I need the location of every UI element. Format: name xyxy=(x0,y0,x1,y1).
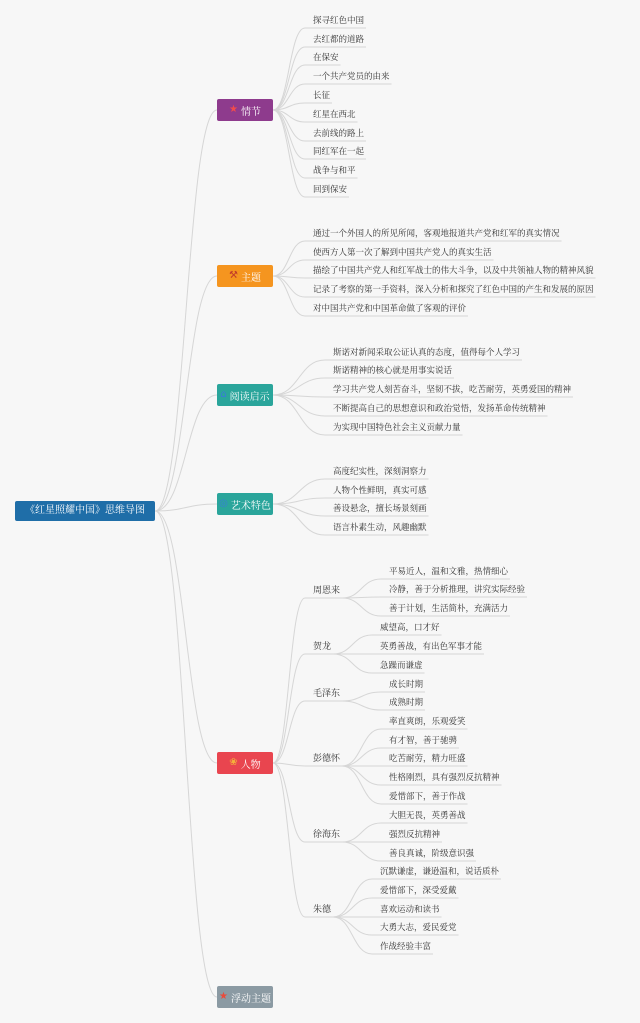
topic-art-label: 艺术特色 xyxy=(230,500,271,512)
person-trait[interactable]: 善于计划，生活简朴，充满活力 xyxy=(389,604,509,614)
connector xyxy=(155,395,217,511)
person-trait[interactable]: 平易近人，温和文雅，热情细心 xyxy=(389,567,509,577)
connector xyxy=(273,479,325,504)
connector xyxy=(342,598,381,616)
person-trait[interactable]: 喜欢运动和读书 xyxy=(380,905,440,915)
theme-item[interactable]: 记录了考察的第一手资料，深入分析和探究了红色中国的产生和发展的原因 xyxy=(313,285,594,295)
connector xyxy=(333,654,372,673)
connector xyxy=(155,511,217,763)
connector xyxy=(342,692,381,701)
plot-item[interactable]: 去前线的路上 xyxy=(313,129,365,139)
connector xyxy=(342,766,381,804)
connector xyxy=(273,276,305,297)
person-trait[interactable]: 作战经验丰富 xyxy=(380,942,432,952)
person-trait[interactable]: 性格刚烈，具有强烈反抗精神 xyxy=(389,773,500,783)
theme-item[interactable]: 使西方人第一次了解到中国共产党人的真实生活 xyxy=(313,248,492,258)
connector xyxy=(342,823,381,842)
person-trait[interactable]: 强烈反抗精神 xyxy=(389,830,441,840)
connector xyxy=(342,579,381,598)
connector xyxy=(273,504,325,516)
connector xyxy=(273,654,305,763)
connector xyxy=(273,241,305,276)
topic-theme[interactable] xyxy=(217,265,273,287)
person-name[interactable]: 毛泽东 xyxy=(313,689,341,699)
person-trait[interactable]: 善良真诚，阶级意识强 xyxy=(389,849,475,859)
art-item[interactable]: 人物个性鲜明，真实可感 xyxy=(333,486,427,496)
reading-item[interactable]: 斯诺对新闻采取公证认真的态度，值得每个人学习 xyxy=(333,348,521,358)
topic-theme-label: 主题 xyxy=(240,272,261,284)
connector xyxy=(333,917,372,935)
person-name[interactable]: 贺龙 xyxy=(313,642,332,652)
person-trait[interactable]: 威望高，口才好 xyxy=(380,623,440,633)
theme-item[interactable]: 对中国共产党和中国革命做了客观的评价 xyxy=(313,304,467,314)
connector xyxy=(273,360,325,395)
person-name[interactable]: 朱德 xyxy=(313,905,332,915)
connector xyxy=(342,766,381,785)
topic-floating-label: 浮动主题 xyxy=(230,993,271,1005)
palette-icon: ◎ xyxy=(219,498,228,509)
root-node[interactable]: 《红星照耀中国》思维导图 xyxy=(15,501,155,521)
person-trait[interactable]: 急躁而谦虚 xyxy=(380,661,423,671)
person-trait[interactable]: 吃苦耐劳，精力旺盛 xyxy=(389,754,466,764)
reading-item[interactable]: 学习共产党人刻苦奋斗，坚韧不拔，吃苦耐劳，英勇爱国的精神 xyxy=(333,385,572,395)
connector xyxy=(273,763,305,842)
plot-item[interactable]: 在保安 xyxy=(313,53,339,63)
person-trait[interactable]: 英勇善战，有出色军事才能 xyxy=(380,642,483,652)
person-name[interactable]: 徐海东 xyxy=(313,830,341,840)
plot-item[interactable]: 去红都的道路 xyxy=(313,35,365,45)
connector xyxy=(155,110,217,511)
reading-item[interactable]: 斯诺精神的核心就是用事实说话 xyxy=(333,366,453,376)
person-name[interactable]: 周恩来 xyxy=(313,586,341,596)
reading-item[interactable]: 为实现中国特色社会主义贡献力量 xyxy=(333,423,461,433)
person-trait[interactable]: 率直爽朗，乐观爱笑 xyxy=(389,717,466,727)
person-trait[interactable]: 成长时期 xyxy=(389,680,424,690)
connector xyxy=(273,504,325,535)
person-trait[interactable]: 沉默谦虚，谦逊温和，说话质朴 xyxy=(380,867,500,877)
connector xyxy=(342,842,381,861)
connector xyxy=(273,110,305,178)
topic-floating[interactable] xyxy=(217,986,273,1008)
person-trait[interactable]: 大胆无畏，英勇善战 xyxy=(389,811,466,821)
connector xyxy=(342,748,381,766)
home-icon: ⌂ xyxy=(220,389,227,400)
reading-item[interactable]: 不断提高自己的思想意识和政治觉悟，发扬革命传统精神 xyxy=(333,404,546,414)
art-item[interactable]: 语言朴素生动，风趣幽默 xyxy=(333,523,427,533)
art-item[interactable]: 高度纪实性，深刻洞察力 xyxy=(333,467,427,477)
plot-item[interactable]: 探寻红色中国 xyxy=(313,16,365,26)
art-item[interactable]: 善设悬念，擅长场景刻画 xyxy=(333,504,427,514)
connector xyxy=(333,635,372,654)
topic-reading[interactable] xyxy=(217,384,273,406)
plot-item[interactable]: 战争与和平 xyxy=(313,166,356,176)
connector xyxy=(273,110,305,141)
connector xyxy=(333,917,372,954)
topic-people-label: 人物 xyxy=(240,759,261,771)
plot-item[interactable]: 红星在西北 xyxy=(313,110,356,120)
plot-item[interactable]: 回到保安 xyxy=(313,185,348,195)
theme-item[interactable]: 描绘了中国共产党人和红军战士的伟大斗争，以及中共领袖人物的精神风貌 xyxy=(313,266,594,276)
person-trait[interactable]: 大勇大志，爱民爱党 xyxy=(380,923,457,933)
connector xyxy=(342,729,381,766)
connector xyxy=(273,110,305,197)
star-icon: ★ xyxy=(219,991,228,1002)
medal-icon: ❀ xyxy=(229,757,238,768)
connector xyxy=(333,879,372,917)
plot-item[interactable]: 一个共产党员的由来 xyxy=(313,72,390,82)
plot-item[interactable]: 长征 xyxy=(313,91,331,101)
star-icon: ★ xyxy=(229,104,238,115)
connector xyxy=(273,763,305,917)
connector xyxy=(342,701,381,710)
connector xyxy=(273,598,305,763)
connector xyxy=(273,260,305,276)
person-name[interactable]: 彭德怀 xyxy=(313,754,341,764)
person-trait[interactable]: 有才智，善于驰骋 xyxy=(389,736,458,746)
topic-reading-label: 阅读启示 xyxy=(229,391,270,403)
connector xyxy=(273,395,325,416)
topic-people[interactable] xyxy=(217,752,273,774)
person-trait[interactable]: 爱惜部下，善于作战 xyxy=(389,792,466,802)
plot-item[interactable]: 同红军在一起 xyxy=(313,147,365,157)
person-trait[interactable]: 爱惜部下，深受爱戴 xyxy=(380,886,457,896)
theme-item[interactable]: 通过一个外国人的所见所闻，客观地报道共产党和红军的真实情况 xyxy=(313,229,560,239)
topic-art[interactable] xyxy=(217,493,273,515)
connector xyxy=(273,378,325,395)
topic-plot-label: 情节 xyxy=(240,106,261,118)
connector xyxy=(273,47,305,110)
hammer-icon: ⚒ xyxy=(229,270,238,281)
topic-plot[interactable] xyxy=(217,99,273,121)
person-trait[interactable]: 冷静，善于分析推理，讲究实际经验 xyxy=(389,585,526,595)
person-trait[interactable]: 成熟时期 xyxy=(389,698,424,708)
connector xyxy=(333,898,372,917)
